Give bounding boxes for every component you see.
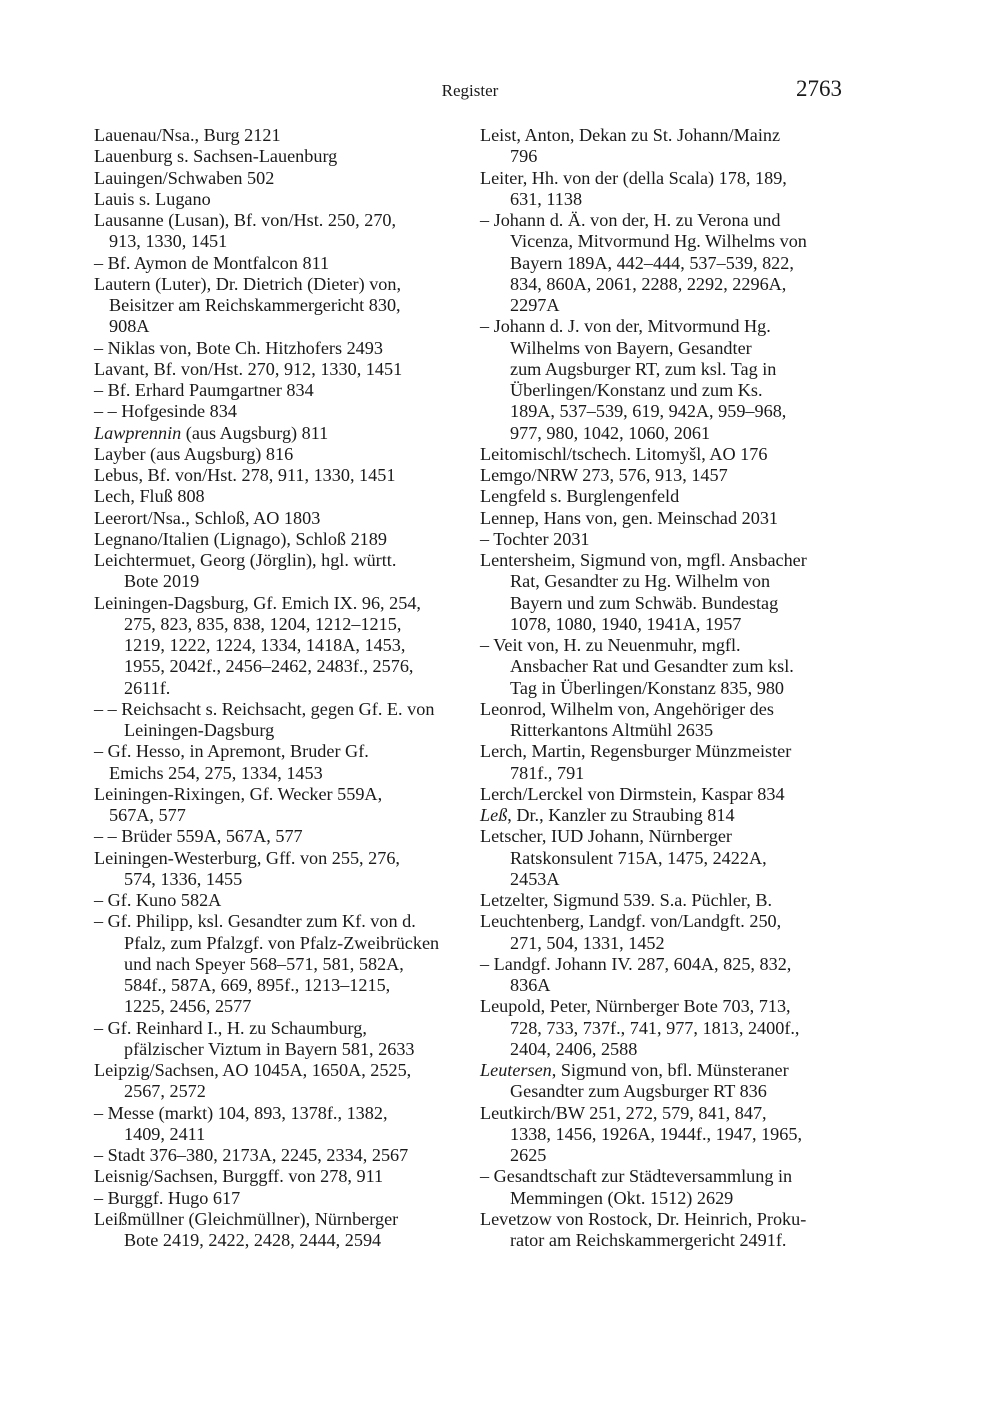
entry-text: Letzelter, Sigmund 539. S.a. Püchler, B.: [480, 890, 773, 910]
entry-text: pfälzischer Viztum in Bayern 581, 2633: [124, 1038, 415, 1059]
entry-heading-line: [94, 529, 494, 550]
entry-text: 1078, 1080, 1940, 1941A, 1957: [510, 613, 742, 634]
entry-text: – – Hofgesinde 834: [94, 401, 237, 422]
index-entry: [480, 316, 880, 444]
entry-text: 2625: [510, 1145, 547, 1165]
index-entry: [94, 274, 494, 338]
index-entry: [480, 954, 880, 997]
index-entry: [480, 550, 880, 635]
entry-text: Vicenza, Mitvormund Hg. Wilhelms von: [510, 231, 807, 252]
entry-heading-line: [94, 338, 494, 359]
index-entry: [94, 253, 494, 274]
index-entry: [94, 1166, 494, 1187]
entry-text: Lauenburg s. Sachsen-Lauenburg: [94, 146, 338, 167]
entry-heading-line: [94, 1103, 494, 1124]
entry-continuation-line: [480, 401, 880, 422]
entry-text: 271, 504, 1331, 1452: [510, 932, 665, 953]
entry-heading-line: [480, 890, 880, 911]
index-entry: [480, 635, 880, 699]
index-entry: [94, 890, 494, 911]
index-entry: [94, 741, 494, 784]
entry-heading-line: [94, 423, 494, 444]
entry-continuation-line: [480, 720, 880, 741]
entry-heading-line: [94, 444, 494, 465]
entry-continuation-line: [480, 571, 880, 592]
entry-heading-line: [94, 1060, 494, 1081]
index-entry: [480, 784, 880, 805]
entry-text: Leichtermuet, Georg (Jörglin), hgl. württ.: [94, 550, 397, 570]
entry-text: 584f., 587A, 669, 895f., 1213–1215,: [124, 975, 391, 995]
index-column-right: [480, 125, 880, 1251]
entry-continuation-line: [94, 678, 494, 699]
entry-text: Ratskonsulent 715A, 1475, 2422A,: [510, 847, 767, 868]
entry-continuation-line: [94, 1039, 494, 1060]
entry-heading-line: [480, 210, 880, 231]
entry-continuation-line: [94, 763, 494, 784]
entry-text: rator am Reichskammergericht 2491f.: [510, 1230, 787, 1250]
entry-text: Leisnig/Sachsen, Burggff. von 278, 911: [94, 1166, 384, 1187]
entry-text: Leutkirch/BW 251, 272, 579, 841, 847,: [480, 1102, 767, 1123]
entry-italic-term: Leß: [480, 805, 508, 825]
entry-text: Lausanne (Lusan), Bf. von/Hst. 250, 270,: [94, 210, 397, 230]
entry-heading-line: [480, 826, 880, 847]
entry-text: Lennep, Hans von, gen. Meinschad 2031: [480, 507, 779, 528]
page-number: 2763: [796, 76, 842, 101]
index-entry: [94, 826, 494, 847]
entry-heading-line: [94, 189, 494, 210]
entry-text: Leiningen-Dagsburg: [124, 720, 275, 740]
entry-text: Bayern 189A, 442–444, 537–539, 822,: [510, 252, 794, 273]
entry-heading-line: [94, 486, 494, 507]
entry-text: – – Reichsacht s. Reichsacht, gegen Gf. E. von: [94, 698, 435, 719]
entry-heading-line: [480, 508, 880, 529]
index-entry: [94, 1060, 494, 1103]
index-entry: [480, 125, 880, 168]
entry-heading-line: [94, 550, 494, 571]
entry-heading-line: [94, 380, 494, 401]
entry-continuation-line: [480, 338, 880, 359]
entry-text: Wilhelms von Bayern, Gesandter: [510, 337, 752, 358]
entry-text: Lauingen/Schwaben 502: [94, 167, 275, 188]
entry-text: 728, 733, 737f., 741, 977, 1813, 2400f.,: [510, 1017, 800, 1038]
entry-heading-line: [480, 699, 880, 720]
entry-heading-line: [94, 146, 494, 167]
entry-heading-line: [480, 1166, 880, 1187]
entry-text: 189A, 537–539, 619, 942A, 959–968,: [510, 401, 787, 422]
entry-text: Lentersheim, Sigmund von, mgfl. Ansbacher: [480, 550, 807, 570]
entry-text: Legnano/Italien (Lignago), Schloß 2189: [94, 528, 387, 549]
entry-continuation-line: [480, 1230, 880, 1251]
entry-continuation-line: [94, 295, 494, 316]
entry-continuation-line: [480, 1188, 880, 1209]
index-entry: [94, 359, 494, 380]
index-entry: [480, 465, 880, 486]
entry-continuation-line: [480, 189, 880, 210]
entry-heading-line: [94, 784, 494, 805]
entry-text: – Gf. Kuno 582A: [94, 890, 222, 910]
entry-heading-line: [480, 486, 880, 507]
entry-continuation-line: [94, 805, 494, 826]
entry-italic-term: Leutersen: [480, 1060, 552, 1080]
entry-text: Levetzow von Rostock, Dr. Heinrich, Proku-: [480, 1208, 807, 1229]
entry-text: 908A: [109, 316, 150, 337]
entry-continuation-line: [480, 678, 880, 699]
entry-text: (aus Augsburg) 811: [181, 422, 329, 443]
entry-text: Bayern und zum Schwäb. Bundestag: [510, 592, 779, 613]
entry-text: Memmingen (Okt. 1512) 2629: [510, 1187, 734, 1208]
entry-text: Rat, Gesandter zu Hg. Wilhelm von: [510, 571, 771, 592]
index-entry: [480, 1103, 880, 1167]
index-column-left: [94, 125, 494, 1251]
entry-heading-line: [94, 359, 494, 380]
entry-heading-line: [480, 550, 880, 571]
entry-text: 796: [510, 146, 538, 167]
entry-text: – Gf. Reinhard I., H. zu Schaumburg,: [94, 1017, 367, 1038]
entry-text: Lauis s. Lugano: [94, 188, 211, 209]
index-entry: [480, 1060, 880, 1103]
index-entry: [94, 338, 494, 359]
index-entry: [94, 1018, 494, 1061]
entry-continuation-line: [94, 1081, 494, 1102]
entry-continuation-line: [94, 996, 494, 1017]
index-entry: [94, 1209, 494, 1252]
entry-text: Lech, Fluß 808: [94, 486, 205, 507]
entry-heading-line: [94, 890, 494, 911]
entry-text: 1219, 1222, 1224, 1334, 1418A, 1453,: [124, 635, 406, 655]
entry-heading-line: [94, 253, 494, 274]
entry-text: 567A, 577: [109, 805, 186, 825]
entry-continuation-line: [480, 423, 880, 444]
entry-text: Leiningen-Rixingen, Gf. Wecker 559A,: [94, 783, 383, 804]
entry-heading-line: [94, 741, 494, 762]
entry-continuation-line: [480, 975, 880, 996]
entry-text: Lebus, Bf. von/Hst. 278, 911, 1330, 1451: [94, 465, 396, 485]
entry-text: – Messe (markt) 104, 893, 1378f., 1382,: [94, 1102, 388, 1123]
entry-heading-line: [480, 168, 880, 189]
entry-continuation-line: [94, 316, 494, 337]
index-entry: [94, 168, 494, 189]
entry-continuation-line: [94, 571, 494, 592]
index-entry: [480, 210, 880, 316]
index-entry: [94, 1188, 494, 1209]
entry-italic-term: Lawprennin: [94, 422, 182, 443]
entry-text: Lemgo/NRW 273, 576, 913, 1457: [480, 465, 728, 485]
entry-text: 1409, 2411: [124, 1123, 206, 1144]
index-entry: [94, 380, 494, 401]
entry-text: 574, 1336, 1455: [124, 868, 243, 889]
entry-text: 977, 980, 1042, 1060, 2061: [510, 422, 711, 443]
entry-heading-line: [480, 954, 880, 975]
entry-text: Lerch, Martin, Regensburger Münzmeister: [480, 741, 792, 762]
entry-text: 631, 1138: [510, 188, 583, 209]
entry-heading-line: [480, 635, 880, 656]
entry-text: Gesandter zum Augsburger RT 836: [510, 1081, 767, 1102]
entry-continuation-line: [480, 231, 880, 252]
entry-text: 2404, 2406, 2588: [510, 1038, 638, 1059]
entry-text: Lerch/Lerckel von Dirmstein, Kaspar 834: [480, 783, 785, 804]
index-entry: [480, 911, 880, 954]
entry-heading-line: [94, 274, 494, 295]
entry-text: Letscher, IUD Johann, Nürnberger: [480, 826, 732, 847]
index-entry: [480, 529, 880, 550]
entry-text: Tag in Überlingen/Konstanz 835, 980: [510, 677, 785, 698]
entry-continuation-line: [480, 1018, 880, 1039]
entry-text: Leitomischl/tschech. Litomyšl, AO 176: [480, 443, 768, 464]
entry-heading-line: [94, 1018, 494, 1039]
entry-text: Leupold, Peter, Nürnberger Bote 703, 713,: [480, 996, 791, 1017]
header-title: Register: [441, 81, 499, 100]
entry-text: – Johann d. Ä. von der, H. zu Verona und: [480, 210, 781, 230]
entry-continuation-line: [480, 763, 880, 784]
entry-heading-line: [94, 699, 494, 720]
index-entry: [94, 550, 494, 593]
entry-text: Leuchtenberg, Landgf. von/Landgft. 250,: [480, 911, 782, 932]
entry-text: 913, 1330, 1451: [109, 231, 228, 252]
entry-text: – Bf. Aymon de Montfalcon 811: [94, 252, 330, 273]
entry-continuation-line: [480, 274, 880, 295]
index-entry: [94, 848, 494, 891]
entry-heading-line: [480, 996, 880, 1017]
entry-continuation-line: [480, 146, 880, 167]
entry-heading-line: [94, 401, 494, 422]
entry-text: – Tochter 2031: [480, 528, 590, 549]
index-entry: [94, 593, 494, 699]
entry-text: – Johann d. J. von der, Mitvormund Hg.: [480, 316, 771, 337]
entry-heading-line: [480, 529, 880, 550]
entry-heading-line: [480, 784, 880, 805]
index-entry: [480, 699, 880, 742]
entry-text: Lavant, Bf. von/Hst. 270, 912, 1330, 1451: [94, 358, 403, 379]
index-entry: [480, 741, 880, 784]
entry-continuation-line: [94, 975, 494, 996]
entry-heading-line: [480, 465, 880, 486]
entry-heading-line: [480, 1103, 880, 1124]
entry-heading-line: [480, 1060, 880, 1081]
entry-text: – Landgf. Johann IV. 287, 604A, 825, 832,: [480, 953, 792, 974]
entry-text: – Burggf. Hugo 617: [94, 1187, 241, 1208]
entry-text: Pfalz, zum Pfalzgf. von Pfalz-Zweibrücken: [124, 932, 440, 953]
entry-continuation-line: [94, 720, 494, 741]
entry-text: 275, 823, 835, 838, 1204, 1212–1215,: [124, 613, 402, 634]
entry-text: – Veit von, H. zu Neuenmuhr, mgfl.: [480, 635, 741, 655]
entry-text: Bote 2019: [124, 571, 200, 592]
entry-text: , Sigmund von, bfl. Münsteraner: [551, 1060, 789, 1080]
entry-heading-line: [94, 168, 494, 189]
entry-continuation-line: [480, 295, 880, 316]
entry-continuation-line: [94, 614, 494, 635]
index-entry: [94, 465, 494, 486]
entry-text: Leiter, Hh. von der (della Scala) 178, 189,: [480, 167, 787, 188]
entry-heading-line: [480, 316, 880, 337]
index-entry: [480, 508, 880, 529]
index-entry: [94, 508, 494, 529]
index-entry: [94, 699, 494, 742]
entry-text: zum Augsburger RT, zum ksl. Tag in: [510, 358, 777, 379]
entry-continuation-line: [480, 656, 880, 677]
entry-text: – Gesandtschaft zur Städteversammlung in: [480, 1166, 793, 1187]
entry-text: Leerort/Nsa., Schloß, AO 1803: [94, 507, 321, 528]
entry-continuation-line: [94, 933, 494, 954]
entry-text: , Dr., Kanzler zu Straubing 814: [507, 805, 735, 825]
entry-continuation-line: [94, 869, 494, 890]
index-entry: [94, 444, 494, 465]
entry-continuation-line: [94, 1124, 494, 1145]
entry-text: 1955, 2042f., 2456–2462, 2483f., 2576,: [124, 656, 414, 677]
entry-heading-line: [480, 805, 880, 826]
entry-text: 2611f.: [124, 677, 171, 698]
index-entry: [94, 146, 494, 167]
entry-heading-line: [94, 125, 494, 146]
entry-heading-line: [480, 1209, 880, 1230]
entry-heading-line: [480, 911, 880, 932]
entry-text: – Bf. Erhard Paumgartner 834: [94, 380, 314, 400]
index-entry: [94, 1103, 494, 1146]
entry-continuation-line: [480, 593, 880, 614]
entry-text: Leipzig/Sachsen, AO 1045A, 1650A, 2525,: [94, 1060, 412, 1080]
index-entry: [480, 1209, 880, 1252]
index-entry: [480, 805, 880, 826]
entry-continuation-line: [94, 1230, 494, 1251]
entry-text: Leiningen-Dagsburg, Gf. Emich IX. 96, 254,: [94, 592, 421, 613]
entry-continuation-line: [480, 1124, 880, 1145]
index-entry: [94, 911, 494, 1017]
entry-continuation-line: [480, 933, 880, 954]
entry-heading-line: [94, 1209, 494, 1230]
entry-continuation-line: [94, 635, 494, 656]
entry-text: Leonrod, Wilhelm von, Angehöriger des: [480, 698, 774, 719]
entry-text: 834, 860A, 2061, 2288, 2292, 2296A,: [510, 273, 787, 294]
index-entry: [480, 826, 880, 890]
entry-continuation-line: [480, 380, 880, 401]
entry-heading-line: [94, 1145, 494, 1166]
index-entry: [480, 996, 880, 1060]
entry-text: Layber (aus Augsburg) 816: [94, 443, 294, 464]
entry-text: Lauenau/Nsa., Burg 2121: [94, 125, 281, 145]
entry-continuation-line: [480, 1081, 880, 1102]
entry-heading-line: [94, 848, 494, 869]
entry-text: Leißmüllner (Gleichmüllner), Nürnberger: [94, 1208, 399, 1229]
entry-heading-line: [480, 125, 880, 146]
entry-heading-line: [94, 911, 494, 932]
index-entry: [94, 423, 494, 444]
entry-text: – Gf. Hesso, in Apremont, Bruder Gf.: [94, 741, 369, 762]
entry-text: Ansbacher Rat und Gesandter zum ksl.: [510, 656, 794, 677]
entry-heading-line: [94, 508, 494, 529]
entry-text: Bote 2419, 2422, 2428, 2444, 2594: [124, 1230, 382, 1250]
index-entry: [94, 1145, 494, 1166]
entry-text: Ritterkantons Altmühl 2635: [510, 720, 714, 740]
index-entry: [94, 401, 494, 422]
entry-continuation-line: [480, 1039, 880, 1060]
index-entry: [94, 486, 494, 507]
entry-continuation-line: [480, 1145, 880, 1166]
entry-heading-line: [94, 1166, 494, 1187]
entry-text: 1338, 1456, 1926A, 1944f., 1947, 1965,: [510, 1123, 803, 1144]
entry-heading-line: [480, 444, 880, 465]
entry-text: – Gf. Philipp, ksl. Gesandter zum Kf. von d.: [94, 911, 416, 932]
index-entry: [94, 210, 494, 253]
entry-text: 2453A: [510, 868, 560, 889]
entry-text: 781f., 791: [510, 762, 585, 783]
entry-heading-line: [94, 826, 494, 847]
index-entry: [94, 189, 494, 210]
entry-text: 836A: [510, 975, 551, 995]
index-entry: [94, 529, 494, 550]
entry-text: 2567, 2572: [124, 1081, 206, 1102]
entry-continuation-line: [94, 231, 494, 252]
entry-text: 2297A: [510, 295, 560, 315]
entry-heading-line: [480, 741, 880, 762]
entry-continuation-line: [94, 954, 494, 975]
entry-continuation-line: [480, 869, 880, 890]
entry-text: – – Brüder 559A, 567A, 577: [94, 826, 303, 847]
entry-text: Leist, Anton, Dekan zu St. Johann/Mainz: [480, 125, 781, 145]
entry-text: Emichs 254, 275, 1334, 1453: [109, 762, 323, 783]
entry-text: – Stadt 376–380, 2173A, 2245, 2334, 2567: [94, 1145, 409, 1165]
entry-continuation-line: [94, 656, 494, 677]
index-entry: [480, 486, 880, 507]
entry-heading-line: [94, 1188, 494, 1209]
entry-text: – Niklas von, Bote Ch. Hitzhofers 2493: [94, 337, 383, 358]
entry-continuation-line: [480, 848, 880, 869]
entry-text: Überlingen/Konstanz und zum Ks.: [510, 380, 763, 400]
entry-heading-line: [94, 465, 494, 486]
entry-heading-line: [94, 593, 494, 614]
entry-text: und nach Speyer 568–571, 581, 582A,: [124, 953, 404, 974]
entry-continuation-line: [480, 359, 880, 380]
entry-text: 1225, 2456, 2577: [124, 996, 252, 1017]
index-entry: [94, 784, 494, 827]
entry-text: Beisitzer am Reichskammergericht 830,: [109, 295, 401, 315]
index-entry: [94, 125, 494, 146]
entry-text: Leiningen-Westerburg, Gff. von 255, 276,: [94, 847, 400, 868]
entry-continuation-line: [480, 253, 880, 274]
entry-heading-line: [94, 210, 494, 231]
index-entry: [480, 1166, 880, 1209]
entry-text: Lengfeld s. Burglengenfeld: [480, 486, 680, 507]
entry-continuation-line: [480, 614, 880, 635]
entry-text: Lautern (Luter), Dr. Dietrich (Dieter) von,: [94, 273, 402, 294]
index-entry: [480, 444, 880, 465]
index-entry: [480, 890, 880, 911]
index-entry: [480, 168, 880, 211]
